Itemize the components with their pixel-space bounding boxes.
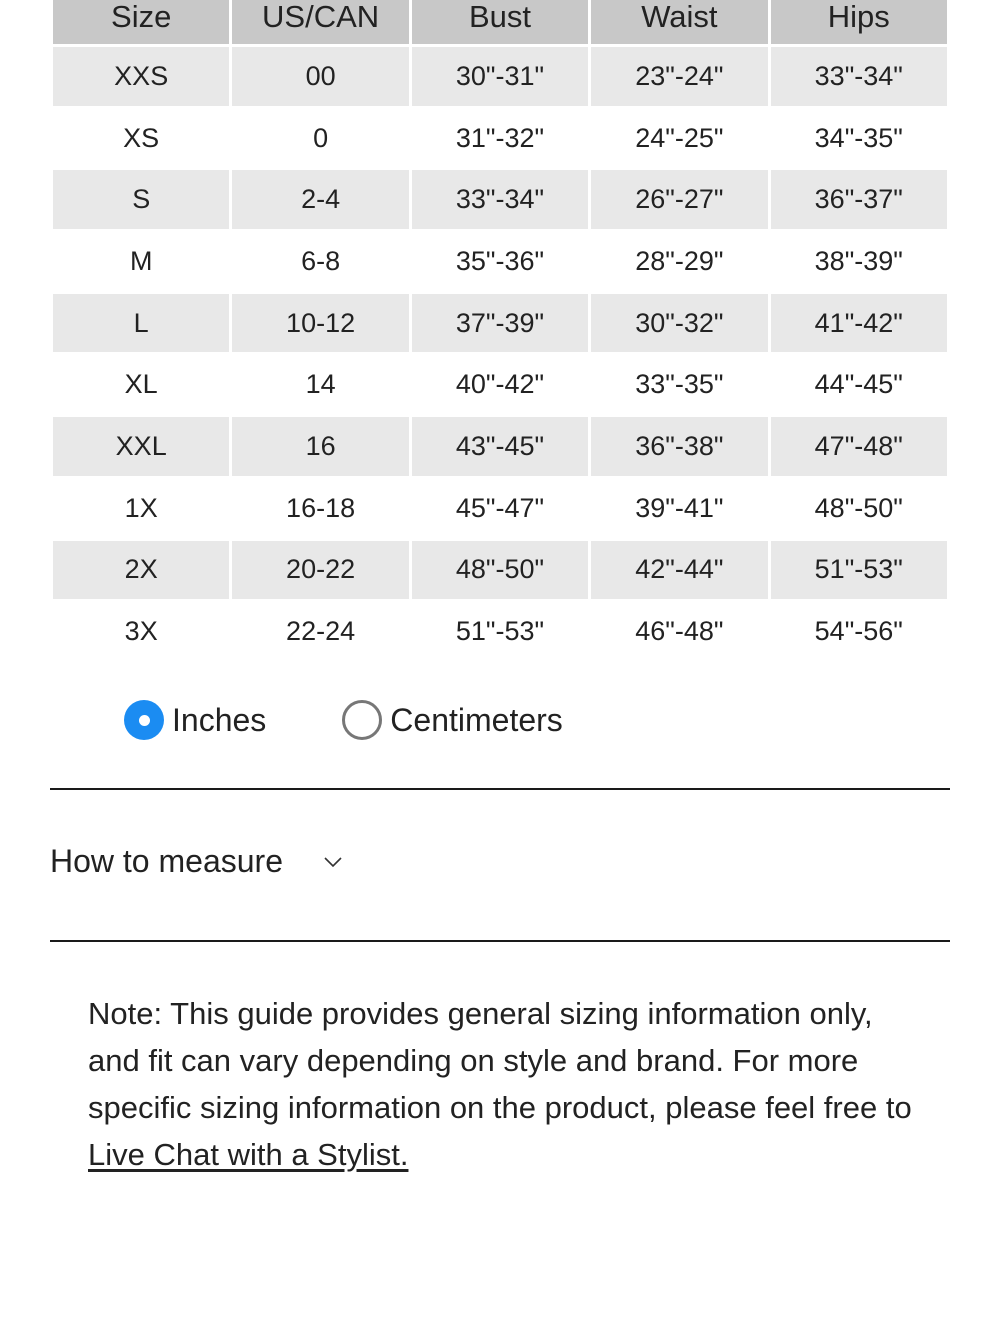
cell-hips: 33"-34" <box>771 47 947 106</box>
accordion-label: How to measure <box>50 843 283 879</box>
cell-bust: 35"-36" <box>412 232 588 291</box>
table-row <box>53 541 947 600</box>
radio-selected-icon[interactable] <box>124 700 164 740</box>
cell-size: XS <box>53 109 229 168</box>
chevron-down-icon[interactable] <box>323 855 343 869</box>
size-chart-table <box>50 0 950 664</box>
table-row <box>53 355 947 414</box>
cell-bust: 40"-42" <box>412 355 588 414</box>
cell-bust: 45"-47" <box>412 479 588 538</box>
cell-us-can: 0 <box>232 109 408 168</box>
column-header-hips: Hips <box>771 0 947 44</box>
cell-size: XXL <box>53 417 229 476</box>
cell-waist: 23"-24" <box>591 47 767 106</box>
cell-waist: 42"-44" <box>591 541 767 600</box>
cell-us-can: 16 <box>232 417 408 476</box>
cell-hips: 47"-48" <box>771 417 947 476</box>
cell-bust: 48"-50" <box>412 541 588 600</box>
table-row <box>53 294 947 353</box>
cell-us-can: 22-24 <box>232 602 408 661</box>
section-divider <box>50 940 950 942</box>
cell-us-can: 6-8 <box>232 232 408 291</box>
cell-bust: 37"-39" <box>412 294 588 353</box>
live-chat-link[interactable]: Live Chat with a Stylist. <box>88 1137 409 1172</box>
cell-bust: 43"-45" <box>412 417 588 476</box>
cell-hips: 51"-53" <box>771 541 947 600</box>
unit-toggle <box>124 700 563 740</box>
unit-option-inches[interactable] <box>124 700 266 740</box>
cell-waist: 33"-35" <box>591 355 767 414</box>
cell-hips: 48"-50" <box>771 479 947 538</box>
unit-option-label: Inches <box>172 701 267 738</box>
how-to-measure-accordion[interactable] <box>50 843 343 880</box>
cell-waist: 30"-32" <box>591 294 767 353</box>
cell-size: XL <box>53 355 229 414</box>
cell-waist: 28"-29" <box>591 232 767 291</box>
cell-waist: 39"-41" <box>591 479 767 538</box>
cell-hips: 54"-56" <box>771 602 947 661</box>
table-row <box>53 170 947 229</box>
table-row <box>53 232 947 291</box>
column-header-size: Size <box>53 0 229 44</box>
cell-us-can: 14 <box>232 355 408 414</box>
cell-us-can: 00 <box>232 47 408 106</box>
unit-option-centimeters[interactable] <box>342 700 563 740</box>
cell-bust: 30"-31" <box>412 47 588 106</box>
cell-size: 1X <box>53 479 229 538</box>
column-header-waist: Waist <box>591 0 767 44</box>
cell-size: S <box>53 170 229 229</box>
cell-hips: 41"-42" <box>771 294 947 353</box>
cell-bust: 31"-32" <box>412 109 588 168</box>
radio-unselected-icon[interactable] <box>342 700 382 740</box>
table-row <box>53 109 947 168</box>
section-divider <box>50 788 950 790</box>
cell-size: L <box>53 294 229 353</box>
cell-size: XXS <box>53 47 229 106</box>
table-row <box>53 602 947 661</box>
cell-hips: 36"-37" <box>771 170 947 229</box>
table-row <box>53 47 947 106</box>
cell-waist: 24"-25" <box>591 109 767 168</box>
cell-size: M <box>53 232 229 291</box>
cell-waist: 26"-27" <box>591 170 767 229</box>
size-table-body <box>53 47 947 661</box>
cell-hips: 44"-45" <box>771 355 947 414</box>
cell-us-can: 2-4 <box>232 170 408 229</box>
cell-bust: 51"-53" <box>412 602 588 661</box>
cell-waist: 46"-48" <box>591 602 767 661</box>
cell-us-can: 16-18 <box>232 479 408 538</box>
table-row <box>53 417 947 476</box>
column-header-bust: Bust <box>412 0 588 44</box>
column-header-us-can: US/CAN <box>232 0 408 44</box>
cell-hips: 34"-35" <box>771 109 947 168</box>
cell-us-can: 20-22 <box>232 541 408 600</box>
cell-size: 2X <box>53 541 229 600</box>
cell-bust: 33"-34" <box>412 170 588 229</box>
table-header-row <box>53 0 947 44</box>
cell-size: 3X <box>53 602 229 661</box>
unit-option-label: Centimeters <box>390 701 563 738</box>
cell-hips: 38"-39" <box>771 232 947 291</box>
note-text: This guide provides general sizing information only, and fit can vary depending on style and brand. For more specific sizing information on the product, please feel free to <box>88 996 912 1125</box>
cell-waist: 36"-38" <box>591 417 767 476</box>
note-label: Note: <box>88 996 163 1031</box>
sizing-note <box>88 990 928 1178</box>
table-row <box>53 479 947 538</box>
cell-us-can: 10-12 <box>232 294 408 353</box>
